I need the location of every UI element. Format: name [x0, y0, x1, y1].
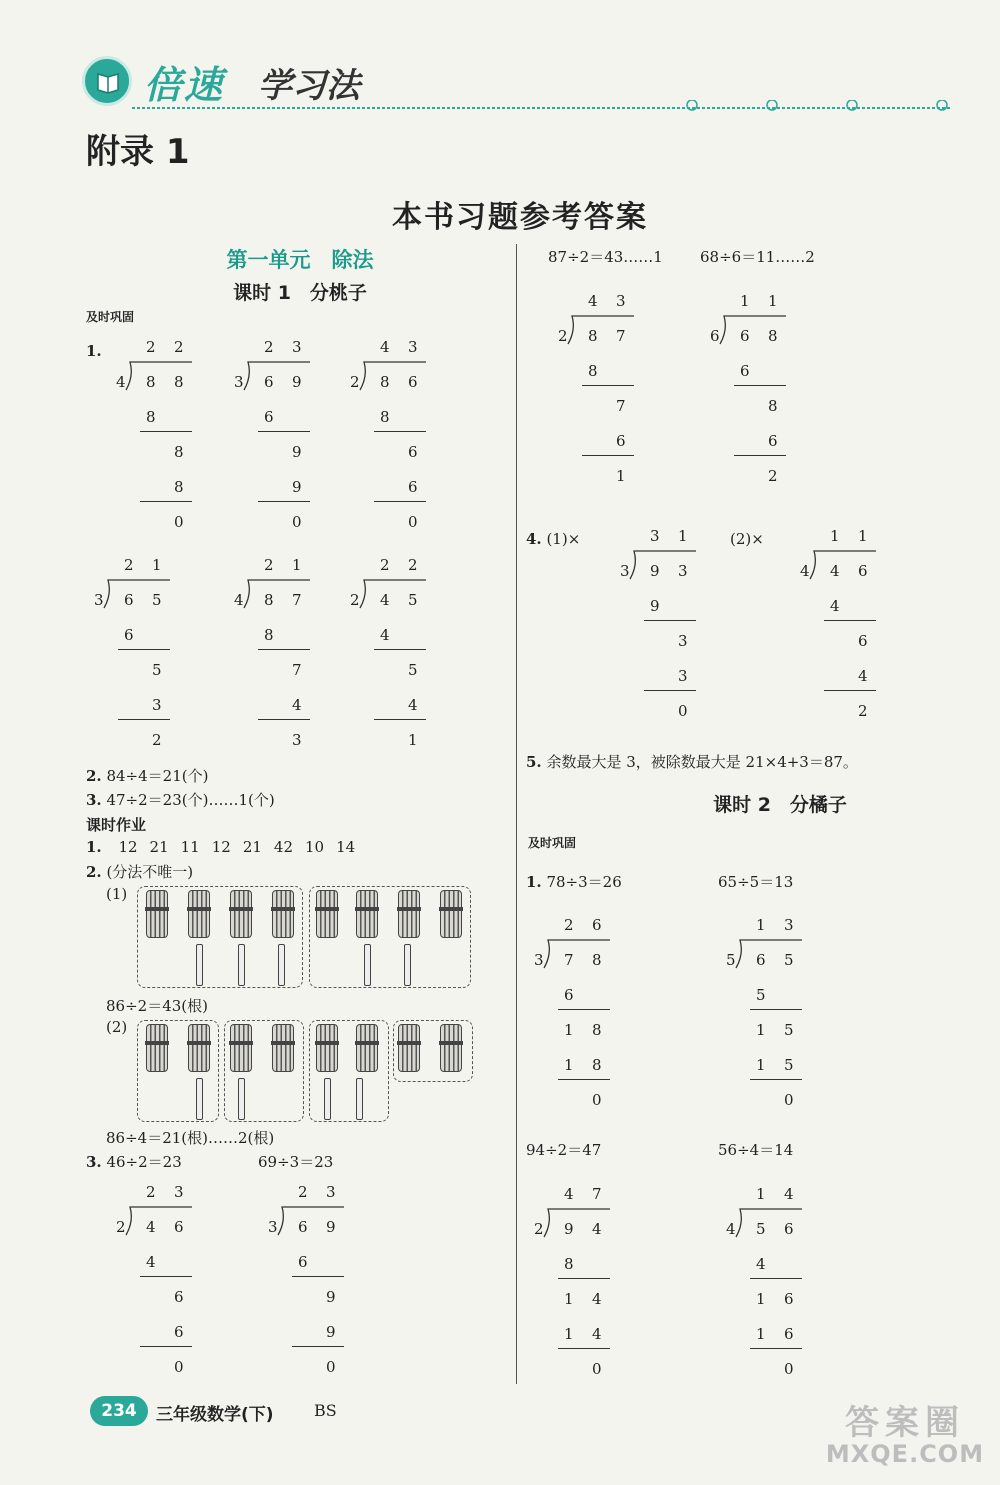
hw1-value: 11 — [180, 838, 200, 856]
remainder: 0 — [784, 1091, 794, 1109]
quotient-digit: 4 — [564, 1185, 574, 1203]
division-line — [558, 1079, 610, 1080]
quotient-digit: 3 — [650, 527, 660, 545]
q4-part2: (2)× — [730, 530, 764, 548]
quotient-digit: 2 — [146, 338, 156, 356]
quotient-digit: 2 — [146, 1183, 156, 1201]
lesson2-q1-label: 1. — [526, 873, 542, 891]
dividend-digit: 4 — [146, 1218, 156, 1236]
quotient-digit: 1 — [858, 527, 868, 545]
page-number: 234 — [90, 1396, 148, 1426]
step-value: 6 — [740, 362, 750, 380]
q3-text: 47÷2＝23(个)……1(个) — [106, 791, 275, 809]
stick-bundle-icon — [440, 1024, 462, 1072]
step-value: 4 — [592, 1290, 602, 1308]
hw1-value: 12 — [211, 838, 231, 856]
dividend-digit: 9 — [292, 373, 302, 391]
division-line — [292, 1346, 344, 1347]
hw1 — [86, 838, 355, 856]
quotient-digit: 3 — [174, 1183, 184, 1201]
quotient-digit: 1 — [830, 527, 840, 545]
division-line — [750, 1348, 802, 1349]
quotient-digit: 2 — [380, 556, 390, 574]
divisor: 2 — [116, 1218, 126, 1236]
dividend-digit: 8 — [380, 373, 390, 391]
quotient-digit: 1 — [292, 556, 302, 574]
dividend-digit: 9 — [650, 562, 660, 580]
division-line — [292, 1276, 344, 1277]
stick-bundle-icon — [398, 1024, 420, 1072]
hw2-part1: (1) — [106, 885, 128, 903]
brand-study: 学习法 — [258, 66, 360, 106]
quotient-digit: 3 — [326, 1183, 336, 1201]
quotient-digit: 1 — [678, 527, 688, 545]
quotient-digit: 4 — [588, 292, 598, 310]
step-value: 9 — [292, 443, 302, 461]
step-value: 1 — [564, 1325, 574, 1343]
q2-label: 2. — [86, 767, 102, 785]
dividend-digit: 5 — [756, 1220, 766, 1238]
dividend-digit: 6 — [264, 373, 274, 391]
book-logo-icon — [82, 56, 132, 106]
divisor: 3 — [620, 562, 630, 580]
eq-87: 87÷2＝43……1 — [548, 248, 663, 266]
divisor: 3 — [268, 1218, 278, 1236]
step-value: 6 — [784, 1325, 794, 1343]
step-value: 1 — [756, 1056, 766, 1074]
eq-78: 78÷3＝26 — [546, 873, 622, 891]
lesson2-title: 课时 2 分橘子 — [713, 794, 847, 816]
dividend-digit: 5 — [152, 591, 162, 609]
step-value: 6 — [124, 626, 134, 644]
step-value: 8 — [588, 362, 598, 380]
page-title: 本书习题参考答案 — [392, 200, 648, 235]
watermark-line2: MXQE.COM — [825, 1440, 985, 1468]
step-value: 6 — [408, 478, 418, 496]
dividend-digit: 6 — [408, 373, 418, 391]
division-line — [374, 719, 426, 720]
dividend-digit: 9 — [564, 1220, 574, 1238]
division-line — [140, 1346, 192, 1347]
quotient-digit: 1 — [756, 1185, 766, 1203]
step-value: 8 — [264, 626, 274, 644]
single-stick-icon — [238, 944, 245, 986]
q4-part1: (1)× — [546, 530, 581, 548]
remainder: 0 — [292, 513, 302, 531]
division-line — [258, 501, 310, 502]
remainder: 0 — [592, 1091, 602, 1109]
dividend-digit: 7 — [564, 951, 574, 969]
step-value: 3 — [678, 632, 688, 650]
hw2-eq2: 86÷4＝21(根)……2(根) — [106, 1129, 275, 1147]
q5 — [526, 751, 858, 772]
step-value: 8 — [174, 478, 184, 496]
quotient-digit: 1 — [152, 556, 162, 574]
quotient-digit: 4 — [380, 338, 390, 356]
step-value: 1 — [564, 1021, 574, 1039]
edition: BS — [314, 1401, 337, 1420]
hw3-label: 3. — [86, 1153, 102, 1171]
division-line — [824, 620, 876, 621]
division-line — [140, 501, 192, 502]
division-line — [824, 690, 876, 691]
step-value: 8 — [564, 1255, 574, 1273]
divisor: 2 — [558, 327, 568, 345]
divisor: 3 — [234, 373, 244, 391]
hw3-eq-a: 46÷2＝23 — [106, 1153, 182, 1171]
remainder: 0 — [408, 513, 418, 531]
division-line — [644, 690, 696, 691]
dividend-digit: 6 — [858, 562, 868, 580]
single-stick-icon — [278, 944, 285, 986]
timely-label-2: 及时巩固 — [528, 836, 577, 850]
quotient-digit: 2 — [264, 556, 274, 574]
remainder: 0 — [174, 1358, 184, 1376]
division-line — [750, 1009, 802, 1010]
q3-label: 3. — [86, 791, 102, 809]
stick-bundle-icon — [316, 1024, 338, 1072]
hw2 — [86, 861, 193, 882]
dividend-digit: 6 — [784, 1220, 794, 1238]
dividend-digit: 8 — [768, 327, 778, 345]
step-value: 4 — [830, 597, 840, 615]
q5-label: 5. — [526, 753, 542, 771]
division-line — [582, 385, 634, 386]
remainder: 0 — [592, 1360, 602, 1378]
single-stick-icon — [356, 1078, 363, 1120]
remainder: 3 — [292, 731, 302, 749]
dividend-digit: 5 — [408, 591, 418, 609]
single-stick-icon — [196, 944, 203, 986]
hw1-value: 21 — [149, 838, 169, 856]
stick-bundle-icon — [146, 1024, 168, 1072]
lesson1-title: 课时 1 分桃子 — [233, 282, 367, 304]
divisor: 4 — [116, 373, 126, 391]
division-line — [374, 649, 426, 650]
stick-bundle-icon — [356, 1024, 378, 1072]
hw2-note: (分法不唯一) — [106, 863, 194, 881]
divisor: 5 — [726, 951, 736, 969]
quotient-digit: 2 — [264, 338, 274, 356]
divisor: 2 — [350, 373, 360, 391]
division-line — [118, 719, 170, 720]
timely-label: 及时巩固 — [86, 310, 135, 324]
division-line — [644, 620, 696, 621]
divisor: 4 — [800, 562, 810, 580]
dividend-digit: 6 — [174, 1218, 184, 1236]
watermark-line1: 答案圈 — [845, 1403, 965, 1443]
hw1-value: 10 — [305, 838, 325, 856]
step-value: 5 — [756, 986, 766, 1004]
brand-fast: 倍速 — [144, 63, 225, 107]
divisor: 4 — [726, 1220, 736, 1238]
division-line — [750, 1079, 802, 1080]
hw2-part2: (2) — [106, 1018, 128, 1036]
step-value: 8 — [592, 1021, 602, 1039]
division-line — [140, 431, 192, 432]
division-line — [558, 1009, 610, 1010]
dividend-digit: 5 — [784, 951, 794, 969]
q4 — [526, 530, 580, 548]
stick-bundle-icon — [188, 1024, 210, 1072]
dividend-digit: 7 — [616, 327, 626, 345]
quotient-digit: 1 — [768, 292, 778, 310]
division-line — [118, 649, 170, 650]
hw1-value: 21 — [242, 838, 262, 856]
stick-bundle-icon — [230, 1024, 252, 1072]
hw2-label: 2. — [86, 863, 102, 881]
dividend-digit: 9 — [326, 1218, 336, 1236]
quotient-digit: 3 — [292, 338, 302, 356]
division-line — [258, 719, 310, 720]
division-line — [140, 1276, 192, 1277]
step-value: 9 — [326, 1288, 336, 1306]
division-line — [582, 455, 634, 456]
stick-bundle-icon — [316, 890, 338, 938]
eq-94: 94÷2＝47 — [526, 1141, 602, 1159]
quotient-digit: 2 — [408, 556, 418, 574]
hw1-values — [106, 838, 355, 856]
step-value: 9 — [292, 478, 302, 496]
dividend-digit: 3 — [678, 562, 688, 580]
step-value: 3 — [152, 696, 162, 714]
quotient-digit: 1 — [740, 292, 750, 310]
stick-bundle-icon — [230, 890, 252, 938]
dividend-digit: 6 — [756, 951, 766, 969]
divisor: 3 — [534, 951, 544, 969]
quotient-digit: 2 — [564, 916, 574, 934]
decorative-line-icon — [132, 100, 962, 114]
single-stick-icon — [324, 1078, 331, 1120]
stick-bundle-icon — [272, 890, 294, 938]
quotient-digit: 2 — [124, 556, 134, 574]
q1-label: 1. — [86, 342, 102, 360]
dividend-digit: 4 — [380, 591, 390, 609]
q5-text: 余数最大是 3，被除数最大是 21×4+3＝87。 — [546, 753, 858, 771]
remainder: 2 — [768, 467, 778, 485]
brand-header — [82, 52, 962, 112]
divisor: 3 — [94, 591, 104, 609]
eq-56: 56÷4＝14 — [718, 1141, 794, 1159]
book-name: 三年级数学(下) — [156, 1405, 274, 1425]
hw3 — [86, 1151, 182, 1172]
step-value: 6 — [174, 1323, 184, 1341]
dividend-digit: 6 — [740, 327, 750, 345]
appendix-label: 附录 1 — [86, 132, 190, 172]
division-line — [374, 501, 426, 502]
quotient-digit: 7 — [592, 1185, 602, 1203]
stick-bundle-icon — [440, 890, 462, 938]
stick-bundle-icon — [188, 890, 210, 938]
step-value: 1 — [756, 1325, 766, 1343]
single-stick-icon — [404, 944, 411, 986]
remainder: 0 — [326, 1358, 336, 1376]
hw2-eq1: 86÷2＝43(根) — [106, 997, 208, 1015]
lesson1-q2 — [86, 765, 208, 786]
dividend-digit: 8 — [592, 951, 602, 969]
step-value: 4 — [858, 667, 868, 685]
dividend-digit: 8 — [264, 591, 274, 609]
stick-bundle-icon — [356, 890, 378, 938]
step-value: 4 — [146, 1253, 156, 1271]
q2-text: 84÷4＝21(个) — [106, 767, 209, 785]
step-value: 6 — [298, 1253, 308, 1271]
division-line — [258, 431, 310, 432]
divisor: 4 — [234, 591, 244, 609]
remainder: 0 — [678, 702, 688, 720]
quotient-digit: 3 — [408, 338, 418, 356]
step-value: 4 — [592, 1325, 602, 1343]
dividend-digit: 8 — [146, 373, 156, 391]
single-stick-icon — [364, 944, 371, 986]
watermark — [820, 1395, 990, 1468]
dividend-digit: 6 — [298, 1218, 308, 1236]
division-line — [374, 431, 426, 432]
hw1-label: 1. — [86, 838, 102, 856]
quotient-digit: 2 — [298, 1183, 308, 1201]
column-divider — [516, 244, 517, 1384]
remainder: 1 — [616, 467, 626, 485]
step-value: 5 — [408, 661, 418, 679]
division-line — [258, 649, 310, 650]
step-value: 9 — [326, 1323, 336, 1341]
step-value: 6 — [768, 432, 778, 450]
dividend-digit: 6 — [124, 591, 134, 609]
step-value: 4 — [292, 696, 302, 714]
step-value: 6 — [174, 1288, 184, 1306]
step-value: 9 — [650, 597, 660, 615]
step-value: 6 — [616, 432, 626, 450]
division-line — [734, 455, 786, 456]
step-value: 6 — [784, 1290, 794, 1308]
q4-label: 4. — [526, 530, 542, 548]
hw1-value: 12 — [118, 838, 138, 856]
remainder: 2 — [152, 731, 162, 749]
step-value: 8 — [146, 408, 156, 426]
stick-bundle-icon — [146, 890, 168, 938]
single-stick-icon — [196, 1078, 203, 1120]
quotient-digit: 3 — [784, 916, 794, 934]
stick-bundle-icon — [272, 1024, 294, 1072]
step-value: 6 — [858, 632, 868, 650]
dividend-digit: 4 — [592, 1220, 602, 1238]
step-value: 4 — [756, 1255, 766, 1273]
dividend-digit: 8 — [174, 373, 184, 391]
homework-label: 课时作业 — [86, 816, 147, 834]
quotient-digit: 3 — [616, 292, 626, 310]
divisor: 2 — [534, 1220, 544, 1238]
dividend-digit: 8 — [588, 327, 598, 345]
step-value: 6 — [264, 408, 274, 426]
stick-bundle-icon — [398, 890, 420, 938]
quotient-digit: 1 — [756, 916, 766, 934]
step-value: 1 — [564, 1290, 574, 1308]
step-value: 5 — [784, 1056, 794, 1074]
step-value: 1 — [756, 1290, 766, 1308]
dividend-digit: 4 — [830, 562, 840, 580]
hw1-value: 42 — [273, 838, 294, 856]
unit-title: 第一单元 除法 — [226, 248, 374, 272]
remainder: 0 — [174, 513, 184, 531]
division-line — [734, 385, 786, 386]
remainder: 1 — [408, 731, 418, 749]
step-value: 4 — [380, 626, 390, 644]
remainder: 0 — [784, 1360, 794, 1378]
single-stick-icon — [238, 1078, 245, 1120]
eq-65: 65÷5＝13 — [718, 873, 794, 891]
step-value: 8 — [768, 397, 778, 415]
quotient-digit: 2 — [174, 338, 184, 356]
hw1-value: 14 — [336, 838, 356, 856]
step-value: 8 — [174, 443, 184, 461]
step-value: 8 — [592, 1056, 602, 1074]
lesson2-q1 — [526, 871, 622, 892]
remainder: 2 — [858, 702, 868, 720]
divisor: 2 — [350, 591, 360, 609]
step-value: 5 — [152, 661, 162, 679]
eq-68: 68÷6＝11……2 — [700, 248, 815, 266]
step-value: 6 — [408, 443, 418, 461]
division-line — [750, 1278, 802, 1279]
lesson1-q3 — [86, 789, 275, 810]
step-value: 7 — [616, 397, 626, 415]
step-value: 5 — [784, 1021, 794, 1039]
step-value: 1 — [564, 1056, 574, 1074]
step-value: 8 — [380, 408, 390, 426]
quotient-digit: 6 — [592, 916, 602, 934]
hw3-eq-b: 69÷3＝23 — [258, 1153, 334, 1171]
division-line — [558, 1348, 610, 1349]
step-value: 1 — [756, 1021, 766, 1039]
divisor: 6 — [710, 327, 720, 345]
step-value: 3 — [678, 667, 688, 685]
step-value: 6 — [564, 986, 574, 1004]
division-line — [558, 1278, 610, 1279]
step-value: 7 — [292, 661, 302, 679]
step-value: 4 — [408, 696, 418, 714]
quotient-digit: 4 — [784, 1185, 794, 1203]
dividend-digit: 7 — [292, 591, 302, 609]
